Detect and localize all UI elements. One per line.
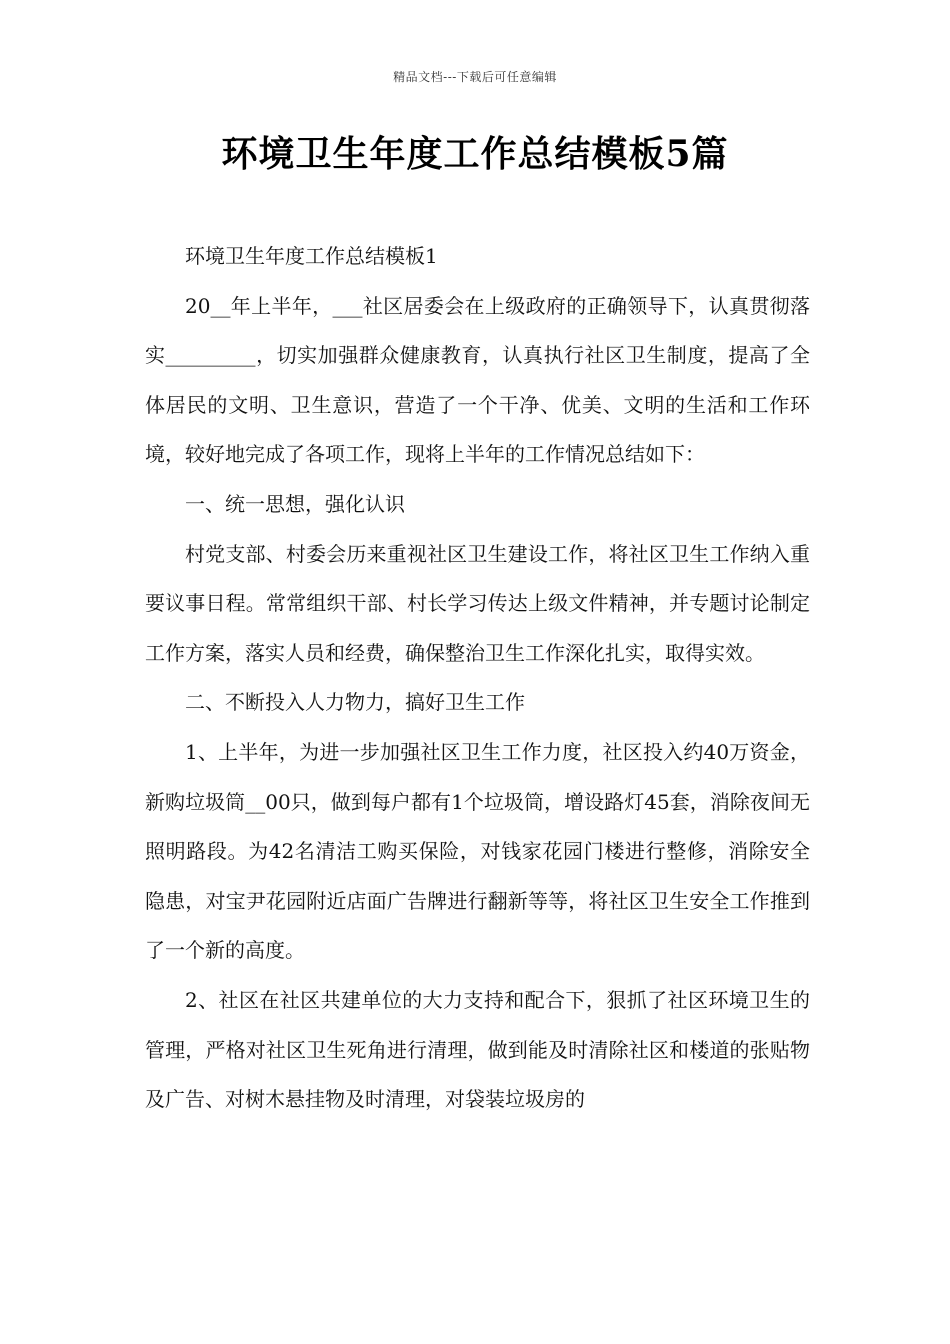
section-heading-1: 环境卫生年度工作总结模板1 xyxy=(185,244,438,268)
document-body xyxy=(145,232,810,1125)
header-note: 精品文档---下载后可任意编辑 xyxy=(393,70,557,84)
paragraph-item-1: 1、上半年，为进一步加强社区卫生工作力度，社区投入约40万资金，新购垃圾筒__00只，做到每户都有1个垃圾筒，增设路灯45套，消除夜间无照明路段。为42名清洁工购买保险，对钱家花园门楼进行整修，消除安全隐患，对宝尹花园附近店面广告牌进行翻新等等，将社区卫生安全工作推到了一个新的高度。 xyxy=(145,739,810,963)
paragraph-item-2: 2、社区在社区共建单位的大力支持和配合下，狠抓了社区环境卫生的管理，严格对社区卫生死角进行清理，做到能及时清除社区和楼道的张贴物及广告、对树木悬挂物及时清理，对袋装垃圾房的 xyxy=(145,987,810,1112)
document-title: 环境卫生年度工作总结模板5篇 xyxy=(221,133,729,175)
section-heading-unify: 一、统一思想，强化认识 xyxy=(185,491,405,516)
paragraph-party-branch: 村党支部、村委会历来重视社区卫生建设工作，将社区卫生工作纳入重要议事日程。常常组织干部、村长学习传达上级文件精神，并专题讨论制定工作方案，落实人员和经费，确保整治卫生工作深化扎实，取得实效。 xyxy=(145,541,810,665)
section-heading-investment: 二、不断投入人力物力，搞好卫生工作 xyxy=(185,690,525,715)
paragraph-intro: 20__年上半年，___社区居委会在上级政府的正确领导下，认真贯彻落实_________，切实加强群众健康教育，认真执行社区卫生制度，提高了全体居民的文明、卫生意识，营造了一个干净、优美、文明的生活和工作环境，较好地完成了各项工作，现将上半年的工作情况总结如下： xyxy=(145,293,810,467)
